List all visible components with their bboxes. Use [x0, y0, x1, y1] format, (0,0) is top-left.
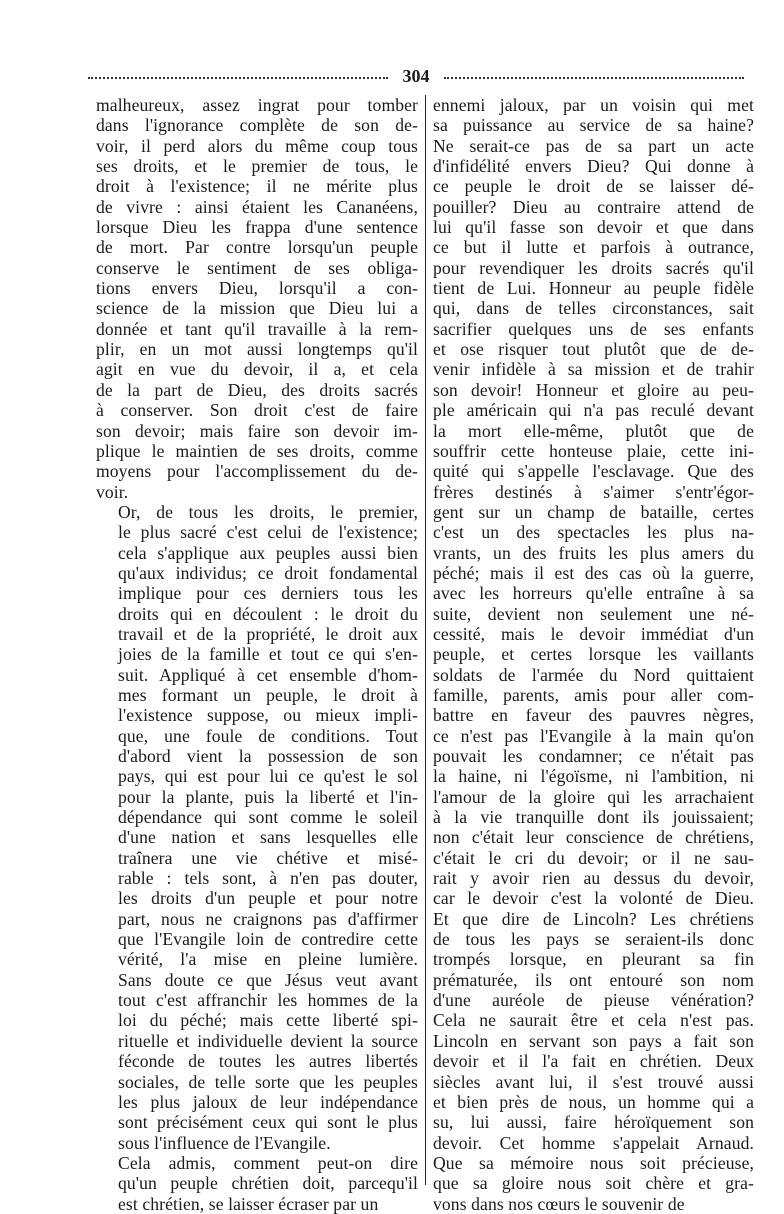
column-divider: [425, 95, 426, 1185]
paragraph: [96, 1153, 418, 1214]
text-line: de la part de Dieu, des droits sacrés: [96, 379, 418, 400]
text-line: la mort elle-même, plutôt que de: [433, 420, 754, 441]
text-line: et ose risquer tout plutôt que de de-: [433, 339, 754, 360]
text-line: est chrétien, se laisser écraser par un: [118, 1193, 379, 1214]
text-line: frères destinés à s'aimer s'entr'égor-: [433, 481, 754, 502]
text-line: joies de la famille et tout ce qui s'en-: [118, 644, 418, 665]
text-line: quité qui s'appelle l'esclavage. Que des: [433, 461, 754, 482]
text-line: dans l'ignorance complète de son de-: [96, 115, 418, 136]
text-line: traînera une vie chétive et misé-: [118, 847, 418, 868]
text-line: pouiller? Dieu au contraire attend de: [433, 196, 754, 217]
text-line: agit en vue du devoir, il a, et cela: [96, 359, 418, 380]
text-line: sont précisément ceux qui sont le plus: [118, 1112, 418, 1133]
text-line: son devoir! Honneur et gloire au peu-: [433, 379, 754, 400]
text-line: sous l'influence de l'Evangile.: [118, 1132, 331, 1153]
text-line: voir.: [96, 481, 129, 502]
header-rule-left: [88, 77, 388, 79]
text-line: science de la mission que Dieu lui a: [96, 298, 418, 319]
text-line: droits qui en découlent : le droit du: [118, 603, 418, 624]
text-line: su, lui aussi, faire héroïquement son: [433, 1112, 754, 1133]
text-line: travail et de la propriété, le droit aux: [118, 623, 418, 644]
text-line: rituelle et individuelle devient la source: [118, 1030, 418, 1051]
text-line: voir, il perd alors du même coup tous: [96, 135, 418, 156]
text-line: ce peuple le droit de se laisser dé-: [433, 176, 754, 197]
text-line: l'existence suppose, ou mieux impli-: [118, 705, 418, 726]
page-header: [88, 66, 744, 86]
text-line: Or, de tous les droits, le premier,: [118, 501, 418, 522]
text-line: sociales, de telle sorte que les peuples: [118, 1071, 418, 1092]
text-line: moyens pour l'accomplissement du de-: [96, 461, 418, 482]
text-line: conserve le sentiment de ses obliga-: [96, 257, 418, 278]
text-line: les droits d'un peuple et pour notre: [118, 888, 418, 909]
text-line: que l'Evangile loin de contredire cette: [118, 929, 418, 950]
text-line: lorsque Dieu les frappa d'une sentence: [96, 217, 418, 238]
text-line: battre en faveur des pauvres nègres,: [433, 705, 754, 726]
text-line: de mort. Par contre lorsqu'un peuple: [96, 237, 418, 258]
text-line: Sans doute ce que Jésus veut avant: [118, 969, 418, 990]
text-line: à la vie tranquille dont ils jouissaient;: [433, 807, 754, 828]
text-line: cela s'applique aux peuples aussi bien: [118, 542, 418, 563]
text-line: la haine, ni l'égoïsme, ni l'ambition, ni: [433, 766, 754, 787]
text-line: donnée et tant qu'il travaille à la rem-: [96, 318, 418, 339]
text-line: avec les horreurs qu'elle entraîne à sa: [433, 583, 754, 604]
text-line: vons dans nos cœurs le souvenir de: [433, 1193, 685, 1214]
text-line: et bien près de nous, un homme qui a: [433, 1091, 754, 1112]
text-line: Cela ne saurait être et cela n'est pas.: [433, 1010, 754, 1031]
text-line: que sa gloire nous soit chère et gra-: [433, 1173, 754, 1194]
text-line: péché; mais il est des cas où la guerre,: [433, 562, 754, 583]
text-line: Ne serait-ce pas de sa part un acte: [433, 135, 754, 156]
text-line: que, une foule de conditions. Tout: [118, 725, 418, 746]
text-line: pour la plante, puis la liberté et l'in-: [118, 786, 418, 807]
text-line: son devoir; mais faire son devoir im-: [96, 420, 418, 441]
text-line: Cela admis, comment peut-on dire: [118, 1152, 418, 1173]
text-line: venir infidèle à sa mission et de trahir: [433, 359, 754, 380]
text-line: rable : tels sont, à n'en pas douter,: [118, 868, 418, 889]
text-line: d'une auréole de pieuse vénération?: [433, 990, 754, 1011]
text-line: d'abord vient la possession de son: [118, 746, 418, 766]
text-line: famille, parents, amis pour aller com-: [433, 684, 754, 705]
text-line: soldats de l'armée du Nord quittaient: [433, 664, 754, 685]
text-line: qui, dans de telles circonstances, sait: [433, 298, 754, 319]
text-line: plir, en un mot aussi longtemps qu'il: [96, 339, 418, 360]
text-line: suite, devient non seulement une né-: [433, 603, 754, 624]
text-line: le plus sacré c'est celui de l'existence;: [118, 522, 418, 543]
paragraph: [96, 502, 418, 1153]
text-line: ennemi jaloux, par un voisin qui met: [433, 95, 754, 115]
text-line: siècles avant lui, il s'est trouvé aussi: [433, 1071, 754, 1092]
text-line: lui qu'il fasse son devoir et que dans: [433, 217, 754, 238]
text-line: d'infidélité envers Dieu? Qui donne à: [433, 156, 754, 177]
text-line: c'était le cri du devoir; or il ne sau-: [433, 847, 754, 868]
text-line: trompés lorsque, en pleurant sa fin: [433, 949, 754, 970]
paragraph: [433, 95, 754, 1214]
text-line: non c'était leur conscience de chrétiens,: [433, 827, 754, 848]
right-text-column: [433, 95, 754, 1214]
text-line: mes formant un peuple, le droit à: [118, 684, 418, 705]
text-line: vérité, l'a mise en pleine lumière.: [118, 949, 418, 970]
text-line: Que sa mémoire nous soit précieuse,: [433, 1152, 754, 1173]
text-line: l'amour de la gloire qui les arrachaient: [433, 786, 754, 807]
text-line: car le devoir c'est la volonté de Dieu.: [433, 888, 754, 909]
text-line: tient de Lui. Honneur au peuple fidèle: [433, 278, 754, 299]
text-line: pour revendiquer les droits sacrés qu'il: [433, 257, 754, 278]
left-text-column: [96, 95, 418, 1214]
header-rule-right: [444, 77, 744, 79]
text-line: malheureux, assez ingrat pour tomber: [96, 95, 418, 115]
text-line: devoir et il l'a fait en chrétien. Deux: [433, 1051, 754, 1072]
text-line: tout c'est affranchir les hommes de la: [118, 990, 418, 1011]
text-line: qu'un peuple chrétien doit, parcequ'il: [118, 1173, 418, 1194]
text-line: Et que dire de Lincoln? Les chrétiens: [433, 908, 754, 929]
text-line: pouvait les condamner; ce n'était pas: [433, 746, 754, 766]
text-line: ce n'est pas l'Evangile à la main qu'on: [433, 725, 754, 746]
text-line: ses droits, et le premier de tous, le: [96, 156, 418, 177]
text-line: de vivre : ainsi étaient les Cananéens,: [96, 196, 418, 217]
text-line: d'une nation et sans lesquelles elle: [118, 827, 418, 848]
text-line: ce but il lutte et parfois à outrance,: [433, 237, 754, 258]
text-line: loi du péché; mais cette liberté spi-: [118, 1010, 418, 1031]
text-line: souffrir cette honteuse plaie, cette ini-: [433, 440, 754, 461]
text-line: de tous les pays se seraient-ils donc: [433, 929, 754, 950]
text-line: les plus jaloux de leur indépendance: [118, 1091, 418, 1112]
text-line: droit à l'existence; il ne mérite plus: [96, 176, 418, 197]
text-line: féconde de toutes les autres libertés: [118, 1051, 418, 1072]
text-line: part, nous ne craignons pas d'affirmer: [118, 908, 418, 929]
text-line: implique pour ces derniers tous les: [118, 583, 418, 604]
text-line: dépendance qui sont comme le soleil: [118, 807, 418, 828]
text-line: vrants, un des fruits les plus amers du: [433, 542, 754, 563]
text-line: à conserver. Son droit c'est de faire: [96, 400, 418, 421]
text-line: devoir. Cet homme s'appelait Arnaud.: [433, 1132, 754, 1153]
text-line: rait y avoir rien au dessus du devoir,: [433, 868, 754, 889]
paragraph: [96, 95, 418, 502]
text-line: peuple, et certes lorsque les vaillants: [433, 644, 754, 665]
text-line: Lincoln en servant son pays a fait son: [433, 1030, 754, 1051]
text-line: pays, qui est pour lui ce qu'est le sol: [118, 766, 418, 787]
text-line: suit. Appliqué à cet ensemble d'hom-: [118, 664, 418, 685]
page-number: 304: [388, 66, 444, 86]
text-line: plique le maintien de ses droits, comme: [96, 440, 418, 461]
text-line: qu'aux individus; ce droit fondamental: [118, 562, 418, 583]
text-line: gent sur un champ de bataille, certes: [433, 501, 754, 522]
text-line: sa puissance au service de sa haine?: [433, 115, 754, 136]
text-line: sacrifier quelques uns de ses enfants: [433, 318, 754, 339]
text-line: c'est un des spectacles les plus na-: [433, 522, 754, 543]
text-line: tions envers Dieu, lorsqu'il a con-: [96, 278, 418, 299]
text-line: cessité, mais le devoir immédiat d'un: [433, 623, 754, 644]
text-line: ple américain qui n'a pas reculé devant: [433, 400, 754, 421]
text-line: prématurée, ils ont entouré son nom: [433, 969, 754, 990]
